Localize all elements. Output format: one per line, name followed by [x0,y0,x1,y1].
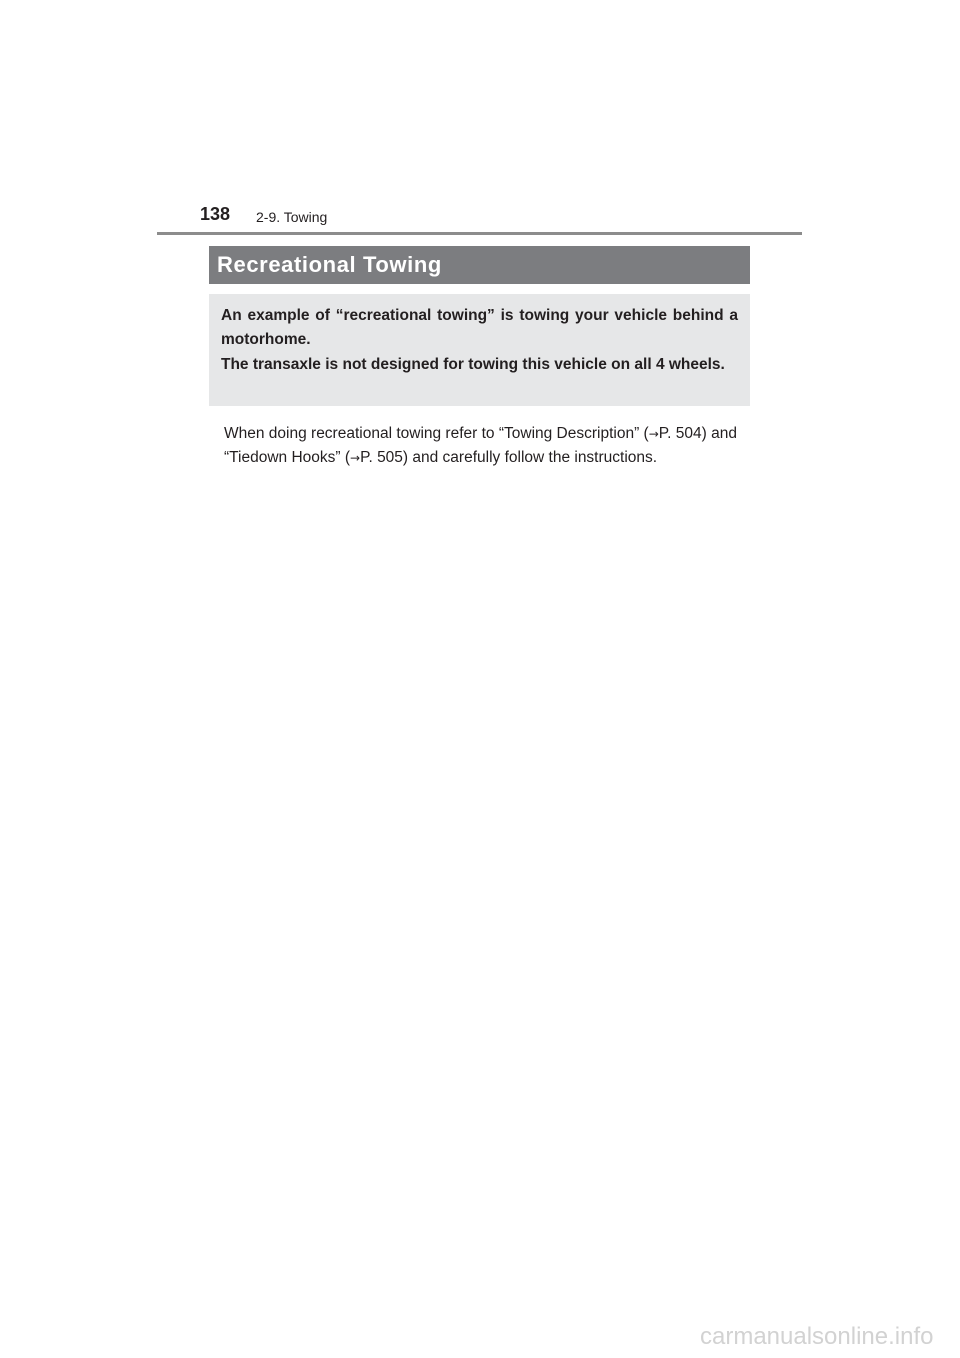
arrow-right-icon: → [350,451,361,465]
watermark: carmanualsonline.info [700,1323,934,1350]
body-text: When doing recreational towing refer to “Towing Description” ( [224,425,649,442]
intro-paragraph: The transaxle is not designed for towing this vehicle on all 4 wheels. [221,356,725,373]
section-label: 2-9. Towing [256,209,328,225]
arrow-right-icon: → [648,427,659,441]
page-reference-link[interactable]: P. 504) and “Tiedown Hooks” ( [224,425,737,466]
intro-box [209,294,750,406]
section-title: Recreational Towing [217,252,442,277]
page-reference-link[interactable]: P. 505) and carefully follow the instructions. [360,449,658,466]
body-paragraph [224,422,748,470]
header-rule [157,232,802,235]
section-title-bar [209,246,750,284]
page-number: 138 [200,204,231,224]
intro-paragraph: An example of “recreational towing” is towing your vehicle behind a motorhome. [221,307,738,348]
